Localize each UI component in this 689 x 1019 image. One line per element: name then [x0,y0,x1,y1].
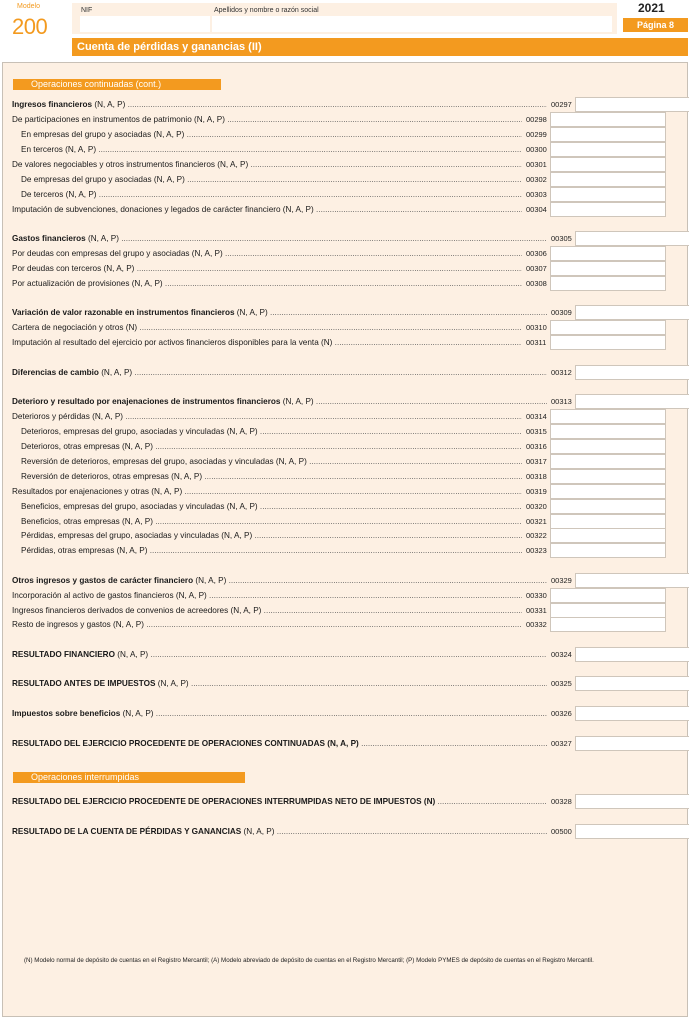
row-label-text: Pérdidas, empresas del grupo, asociadas y vinculadas (N, A, P) [21,531,253,540]
row-code: 00299 [526,130,547,139]
value-field-00325[interactable] [575,676,689,691]
row-code: 00327 [551,739,572,748]
row-label-text: Deterioros, otras empresas (N, A, P) [21,442,153,451]
row-label-text: Beneficios, empresas del grupo, asociadas y vinculadas (N, A, P) [21,502,258,511]
row-label [21,528,522,543]
value-field-00306[interactable] [550,246,666,261]
row-label [12,676,547,691]
row-code: 00302 [526,175,547,184]
name-input[interactable] [212,16,612,32]
form-row-00310 [12,320,688,335]
row-label [12,112,522,127]
row-label [12,261,522,276]
value-field-00315[interactable] [550,424,666,439]
nif-label: NIF [81,7,93,14]
row-label [21,499,522,514]
row-code: 00298 [526,115,547,124]
value-field-00500[interactable] [575,824,689,839]
row-label [21,172,522,187]
row-label [12,97,547,112]
page-badge: Página 8 [623,18,688,32]
row-label-text: (N, A, P) [155,679,189,688]
value-field-00304[interactable] [550,202,666,217]
row-code: 00325 [551,679,572,688]
form-row-00314 [12,409,688,424]
row-label-text: (N, A, P) [241,827,275,836]
row-label-text: Reversión de deterioros, empresas del grupo, asociadas y vinculadas (N, A, P) [21,457,307,466]
row-label-text: Deterioros y pérdidas (N, A, P) [12,412,124,421]
form-row-00313 [12,394,688,409]
form-row-00318 [12,469,688,484]
row-label [21,543,522,558]
row-label-text: Imputación al resultado del ejercicio por activos financieros disponibles para la venta (N) [12,338,333,347]
row-code: 00301 [526,160,547,169]
row-code: 00310 [526,323,547,332]
form-row-00300 [12,142,688,157]
row-label [21,469,522,484]
row-code: 00320 [526,502,547,511]
form-row-00309 [12,305,688,320]
row-label [12,157,522,172]
value-field-00322[interactable] [550,528,666,543]
row-code: 00307 [526,264,547,273]
value-field-00314[interactable] [550,409,666,424]
row-code: 00500 [551,827,572,836]
row-label-text: De valores negociables y otros instrumentos financieros (N, A, P) [12,160,249,169]
row-label-text: (N, A, P) [85,234,119,243]
row-label-text: (N, A, P) [193,576,227,585]
row-code: 00319 [526,487,547,496]
row-label-text: En terceros (N, A, P) [21,145,97,154]
value-field-00303[interactable] [550,187,666,202]
value-field-00320[interactable] [550,499,666,514]
row-label-text: Por deudas con empresas del grupo y asociadas (N, A, P) [12,249,223,258]
row-code: 00306 [526,249,547,258]
row-label [12,246,522,261]
value-field-00332[interactable] [550,617,666,632]
row-label [12,706,547,721]
section-continued: Operaciones continuadas (cont.) [13,79,221,90]
row-label-text: Imputación de subvenciones, donaciones y legados de carácter financiero (N, A, P) [12,205,314,214]
form-row-00327 [12,736,688,751]
row-label-text: Reversión de deterioros, otras empresas (N, A, P) [21,472,203,481]
form-row-00317 [12,454,688,469]
form-row-00308 [12,276,688,291]
row-label-bold: RESULTADO FINANCIERO [12,650,115,659]
value-field-00309[interactable] [575,305,689,320]
form-row-00304 [12,202,688,217]
row-label-text: Incorporación al activo de gastos financieros (N, A, P) [12,591,207,600]
row-label [21,187,522,202]
form-row-00321 [12,514,688,529]
row-code: 00326 [551,709,572,718]
row-label-bold: Ingresos financieros [12,100,93,109]
footnote: (N) Modelo normal de depósito de cuentas en el Registro Mercantil; (A) Modelo abreviado de depósito de cuentas en el Registro Mercantil; (P) Modelo PYMES de depósito de cuentas en el Registro Mercantil. [24,957,594,964]
row-code: 00328 [551,797,572,806]
value-field-00311[interactable] [550,335,666,350]
form-row-00315 [12,424,688,439]
row-label-text: Por actualización de provisiones (N, A, P) [12,279,163,288]
modelo-label: Modelo [17,3,40,10]
row-label-bold: Deterioro y resultado por enajenaciones de instrumentos financieros [12,397,281,406]
row-code: 00332 [526,620,547,629]
year: 2021 [638,1,665,15]
row-code: 00315 [526,427,547,436]
form-row-00307 [12,261,688,276]
row-label [12,573,547,588]
row-code: 00316 [526,442,547,451]
row-label-text: Cartera de negociación y otros (N) [12,323,138,332]
row-code: 00317 [526,457,547,466]
row-label [12,617,522,632]
section-interrupted: Operaciones interrumpidas [13,772,245,783]
value-field-00313[interactable] [575,394,689,409]
value-field-00307[interactable] [550,261,666,276]
nif-input[interactable] [80,16,210,32]
value-field-00329[interactable] [575,573,689,588]
row-code: 00309 [551,308,572,317]
form-row-00330 [12,588,688,603]
value-field-00323[interactable] [550,543,666,558]
form-row-00302 [12,172,688,187]
form-row-00331 [12,603,688,618]
value-field-00312[interactable] [575,365,689,380]
value-field-00324[interactable] [575,647,689,662]
value-field-00297[interactable] [575,97,689,112]
row-label-text: Por deudas con terceros (N, A, P) [12,264,135,273]
row-code: 00305 [551,234,572,243]
row-code: 00312 [551,368,572,377]
row-label-text: (N, A, P) [92,100,126,109]
form-row-00301 [12,157,688,172]
row-label-text: De empresas del grupo y asociadas (N, A, P) [21,175,185,184]
row-label-bold: Gastos financieros [12,234,86,243]
row-label [12,231,547,246]
row-label-text: (N, A, P) [280,397,314,406]
row-label [12,365,547,380]
row-label-bold: RESULTADO DE LA CUENTA DE PÉRDIDAS Y GANANCIAS [12,827,242,836]
row-label [21,424,522,439]
form-row-00298 [12,112,688,127]
form-row-00320 [12,499,688,514]
form-row-00322 [12,528,688,543]
row-code: 00321 [526,517,547,526]
row-label [12,409,522,424]
row-label-bold: Impuestos sobre beneficios [12,709,121,718]
row-code: 00297 [551,100,572,109]
form-row-00328 [12,794,688,809]
row-label-bold: Diferencias de cambio [12,368,99,377]
form-row-00323 [12,543,688,558]
row-label-text: (N, A, P) [234,308,268,317]
row-code: 00318 [526,472,547,481]
row-code: 00303 [526,190,547,199]
value-field-00326[interactable] [575,706,689,721]
value-field-00310[interactable] [550,320,666,335]
form-row-00305 [12,231,688,246]
value-field-00321[interactable] [550,514,666,529]
form-row-00332 [12,617,688,632]
value-field-00330[interactable] [550,588,666,603]
form-row-00319 [12,484,688,499]
row-label-text: Resto de ingresos y gastos (N, A, P) [12,620,144,629]
row-label [12,202,522,217]
row-label-bold: Variación de valor razonable en instrumentos financieros [12,308,235,317]
modelo-number: 200 [12,14,48,39]
value-field-00305[interactable] [575,231,689,246]
row-label [12,484,522,499]
row-label-bold: RESULTADO ANTES DE IMPUESTOS [12,679,156,688]
value-field-00300[interactable] [550,142,666,157]
row-label-text: Deterioros, empresas del grupo, asociadas y vinculadas (N, A, P) [21,427,258,436]
row-label-text: De terceros (N, A, P) [21,190,97,199]
value-field-00327[interactable] [575,736,689,751]
form-row-00299 [12,127,688,142]
row-label-text: Ingresos financieros derivados de convenios de acreedores (N, A, P) [12,606,262,615]
form-row-00297 [12,97,688,112]
form-row-00329 [12,573,688,588]
value-field-00331[interactable] [550,603,666,618]
form-row-00306 [12,246,688,261]
row-code: 00324 [551,650,572,659]
row-label-text: (N, A, P) [114,650,149,659]
row-label-bold: RESULTADO DEL EJERCICIO PROCEDENTE DE OPERACIONES CONTINUADAS (N, A, P) [12,739,359,748]
row-label [21,439,522,454]
page-title: Cuenta de pérdidas y ganancias (II) [72,38,688,56]
row-label [12,603,522,618]
value-field-00317[interactable] [550,454,666,469]
row-label [12,305,547,320]
value-field-00328[interactable] [575,794,689,809]
row-label [12,794,547,809]
row-label [12,394,547,409]
value-field-00299[interactable] [550,127,666,142]
row-code: 00331 [526,606,547,615]
form-row-00326 [12,706,688,721]
row-label [12,588,522,603]
row-code: 00311 [526,338,547,347]
form-row-00324 [12,647,688,662]
value-field-00298[interactable] [550,112,666,127]
row-label [12,736,547,751]
row-label [21,454,522,469]
row-label-text: De participaciones en instrumentos de patrimonio (N, A, P) [12,115,225,124]
form-row-00312 [12,365,688,380]
row-code: 00323 [526,546,547,555]
row-label-bold: Otros ingresos y gastos de carácter financiero [12,576,194,585]
row-code: 00304 [526,205,547,214]
row-label-text: (N, A, P) [98,368,133,377]
row-code: 00330 [526,591,547,600]
row-label-text: Beneficios, otras empresas (N, A, P) [21,517,153,526]
row-label [21,514,522,529]
row-code: 00308 [526,279,547,288]
form-row-00325 [12,676,688,691]
row-label [12,320,522,335]
value-field-00316[interactable] [550,439,666,454]
row-label [12,824,547,839]
value-field-00308[interactable] [550,276,666,291]
name-label: Apellidos y nombre o razón social [214,7,319,14]
value-field-00301[interactable] [550,157,666,172]
value-field-00302[interactable] [550,172,666,187]
row-label-text: Resultados por enajenaciones y otras (N, A, P) [12,487,183,496]
row-code: 00313 [551,397,572,406]
value-field-00318[interactable] [550,469,666,484]
row-label [21,127,522,142]
row-code: 00300 [526,145,547,154]
row-label-text: Pérdidas, otras empresas (N, A, P) [21,546,148,555]
form-row-00500 [12,824,688,839]
row-label [21,142,522,157]
row-label-bold: RESULTADO DEL EJERCICIO PROCEDENTE DE OPERACIONES INTERRUMPIDAS NETO DE IMPUESTOS (N) [12,797,436,806]
value-field-00319[interactable] [550,484,666,499]
form-row-00316 [12,439,688,454]
row-label [12,276,522,291]
row-code: 00322 [526,531,547,540]
row-label [12,335,522,350]
row-label-text: (N, A, P) [120,709,154,718]
row-label-text: En empresas del grupo y asociadas (N, A, P) [21,130,185,139]
form-row-00311 [12,335,688,350]
form-row-00303 [12,187,688,202]
row-code: 00314 [526,412,547,421]
row-code: 00329 [551,576,572,585]
row-label [12,647,547,662]
